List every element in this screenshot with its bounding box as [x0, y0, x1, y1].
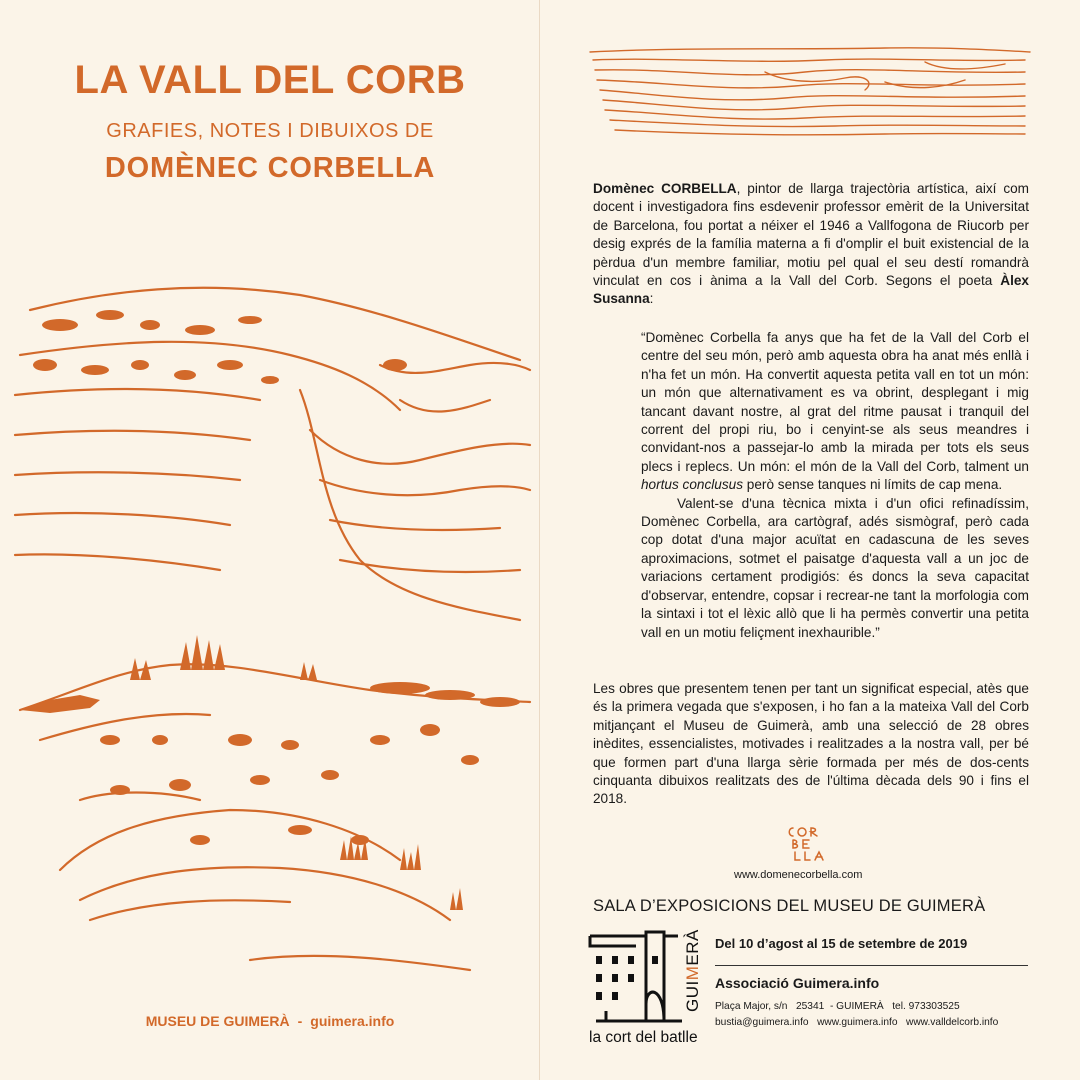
exhibition-title: LA VALL DEL CORB [74, 58, 466, 102]
bio-end: : [649, 291, 654, 307]
svg-text:GUIMERÀ: GUIMERÀ [683, 929, 702, 1012]
quote-p1-italic: hortus conclusus [641, 477, 744, 493]
exhibition-dates: Del 10 d’agost al 15 de setembre de 2019 [715, 936, 968, 951]
association-contacts[interactable]: bustia@guimera.info www.guimera.info www.valldelcorb.info [715, 1017, 999, 1028]
association-name: Associació Guimera.info [715, 975, 880, 991]
bio-text: , pintor de llarga trajectòria artística, així com docent i investigadora fins esdevenir professor emèrit de la Universitat de Barcelona, fou portat a néixer el 1946 a Vallfogona de Riucorb per desig exprés de la família materna a fi d'omplir el buit existencial de la pèrdua d'un membre familiar, motiu pel qual el seu destí romandrà vinculat en cos i ànima a la Vall del Corb. Segons el poeta [593, 181, 1030, 289]
works-description: Les obres que presentem tenen per tant un significat especial, atès que és la primera vegada que s'exposen, i ho fan a la mateixa Vall del Corb mitjançant el Museu de Guimerà, amb una selecció de 28 obres inèdites, essencialistes, motivades i realitzades a la nostra vall, per bé que formen part d'una llarga sèrie formada per més de dos-cents cinquanta dibuixos realitzats des de l'última dècada dels 90 i fins el 2018. [593, 681, 1029, 807]
poet-quote [641, 329, 1029, 642]
footer-separator: - [297, 1013, 303, 1029]
bio-name: Domènec CORBELLA [593, 181, 737, 196]
quote-paragraph-2: Valent-se d'una tècnica mixta i d'un ofici refinadíssim, Domènec Corbella, ara cartògraf, adés sismògraf, però cada cop dotat d'una major acuïtat en cadascuna de les seves aproximacions, sotmet el paisatge d'aquesta vall a un joc de variacions certament prodigiós: és doncs la seva capacitat d'observar, entendre, copsar i recrear-ne tant la morfologia com la sintaxi i tot el lèxic allò que li ha permès convertir una petita vall en un motiu feliçment inexhaurible.” [641, 495, 1029, 640]
exhibition-subtitle: GRAFIES, NOTES I DIBUIXOS DE [106, 120, 434, 142]
footer-site-link[interactable]: guimera.info [310, 1013, 395, 1029]
logo-caption: la cort del batlle [589, 1029, 698, 1046]
artist-signature-logo [785, 824, 831, 864]
left-footer [0, 1013, 540, 1029]
divider [715, 965, 1028, 966]
landscape-drawing [0, 270, 540, 1010]
footer-museum: MUSEU DE GUIMERÀ [145, 1013, 290, 1029]
cort-del-batlle-logo [586, 926, 702, 1048]
river-sketch [585, 42, 1035, 142]
artist-biography [593, 180, 1029, 309]
artist-name: DOMÈNEC CORBELLA [104, 152, 436, 184]
quote-p1-end: però sense tanques ni límits de cap mena. [743, 477, 1003, 493]
association-address: Plaça Major, s/n 25341 - GUIMERÀ tel. 973303525 [715, 1001, 960, 1012]
quote-paragraph-1 [641, 329, 1029, 495]
venue-heading: SALA D’EXPOSICIONS DEL MUSEU DE GUIMERÀ [593, 897, 986, 915]
quote-p1-start: “Domènec Corbella fa anys que ha fet de la Vall del Corb el centre del seu món, però amb aquesta obra ha anat més enllà i n'ha fet un món. Ha convertit aquesta petita vall en tot un món: un món que alternativament es va obrint, desplegant i mig tancant davant nostre, al grat del ritme pausat i tranquil del corrent del propi riu, bo i cenyint-se als seus meandres i convidant-nos a passejar-lo amb la mirada per tots els seus plecs i replecs. Un món: el món de la Vall del Corb, talment un [641, 330, 1029, 474]
artist-website-link[interactable]: www.domenecorbella.com [734, 869, 863, 881]
bio-poet: Àlex Susanna [593, 273, 1029, 307]
